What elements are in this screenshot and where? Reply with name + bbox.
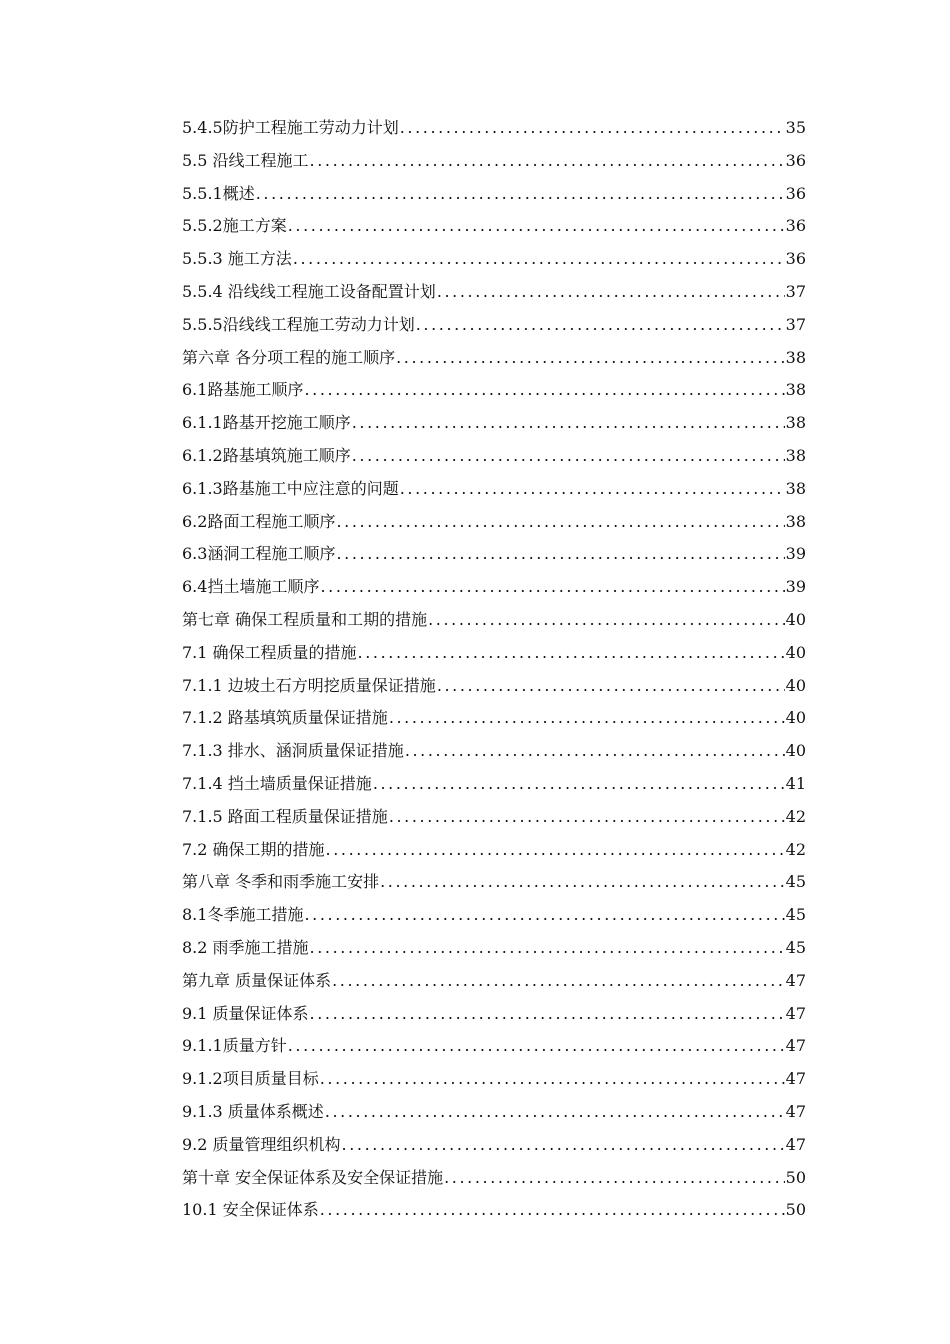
toc-entry-page-number: 47 <box>785 1036 806 1056</box>
toc-dot-leader <box>320 1063 785 1096</box>
toc-entry-page-number: 38 <box>785 347 806 367</box>
table-of-contents <box>182 112 806 1227</box>
toc-entry-title: 7.1 确保工程质量的措施 <box>182 642 357 662</box>
toc-entry-title: 5.4.5防护工程施工劳动力计划 <box>182 118 399 137</box>
toc-entry-page-number: 38 <box>785 511 806 531</box>
toc-entry[interactable] <box>182 440 806 473</box>
toc-dot-leader <box>352 407 785 440</box>
toc-entry-title: 8.1冬季施工措施 <box>182 905 304 925</box>
toc-entry-title: 6.3涵洞工程施工顺序 <box>182 544 336 564</box>
toc-entry[interactable] <box>182 112 806 145</box>
toc-entry-title: 9.2 质量管理组织机构 <box>182 1134 341 1154</box>
toc-entry[interactable] <box>182 834 806 867</box>
toc-entry-page-number: 47 <box>785 1003 806 1023</box>
toc-entry-title: 6.4挡土墙施工顺序 <box>182 577 320 597</box>
toc-dot-leader <box>326 834 785 867</box>
toc-entry[interactable] <box>182 374 806 407</box>
toc-entry-page-number: 50 <box>785 1200 806 1220</box>
toc-entry-title: 5.5.4 沿线线工程施工设备配置计划 <box>182 281 436 301</box>
toc-entry-title: 7.1.1 边坡土石方明挖质量保证措施 <box>182 675 436 695</box>
toc-entry-title: 5.5.3 施工方法 <box>182 249 292 269</box>
toc-dot-leader <box>288 1030 785 1063</box>
toc-dot-leader <box>310 998 785 1031</box>
toc-entry-page-number: 42 <box>785 839 806 859</box>
toc-entry[interactable] <box>182 506 806 539</box>
toc-dot-leader <box>293 243 785 276</box>
toc-entry-page-number: 38 <box>785 478 806 498</box>
toc-entry[interactable] <box>182 276 806 309</box>
toc-dot-leader <box>325 1096 785 1129</box>
toc-entry[interactable] <box>182 407 806 440</box>
toc-dot-leader <box>389 702 785 735</box>
toc-entry-page-number: 36 <box>785 183 806 203</box>
toc-entry[interactable] <box>182 866 806 899</box>
toc-dot-leader <box>336 538 784 571</box>
toc-entry[interactable] <box>182 1063 806 1096</box>
toc-entry-page-number: 40 <box>785 708 806 728</box>
toc-entry-page-number: 50 <box>785 1167 806 1187</box>
toc-entry[interactable] <box>182 965 806 998</box>
toc-dot-leader <box>310 145 785 178</box>
toc-entry-title: 6.1.1路基开挖施工顺序 <box>182 413 351 433</box>
toc-entry-page-number: 45 <box>785 872 806 892</box>
toc-entry-title: 第六章 各分项工程的施工顺序 <box>182 347 396 367</box>
toc-entry-title: 6.1.3路基施工中应注意的问题 <box>182 478 399 498</box>
toc-dot-leader <box>400 112 785 145</box>
toc-dot-leader <box>320 1194 785 1227</box>
toc-entry-page-number: 36 <box>785 249 806 269</box>
toc-entry[interactable] <box>182 571 806 604</box>
toc-entry-page-number: 41 <box>785 773 806 793</box>
toc-entry-page-number: 38 <box>785 380 806 400</box>
toc-entry[interactable] <box>182 145 806 178</box>
toc-entry[interactable] <box>182 210 806 243</box>
toc-entry[interactable] <box>182 604 806 637</box>
toc-entry-title: 7.1.3 排水、涵洞质量保证措施 <box>182 741 404 761</box>
toc-entry-page-number: 37 <box>785 314 806 334</box>
toc-entry-page-number: 36 <box>785 216 806 236</box>
toc-entry-page-number: 42 <box>785 806 806 826</box>
toc-entry[interactable] <box>182 1030 806 1063</box>
toc-dot-leader <box>304 899 784 932</box>
toc-entry-page-number: 47 <box>785 970 806 990</box>
toc-dot-leader <box>332 965 785 998</box>
toc-dot-leader <box>320 571 784 604</box>
toc-entry-page-number: 40 <box>785 741 806 761</box>
toc-entry-page-number: 35 <box>785 118 806 137</box>
toc-entry-title: 第十章 安全保证体系及安全保证措施 <box>182 1167 444 1187</box>
toc-entry-title: 6.1路基施工顺序 <box>182 380 304 400</box>
toc-entry-title: 5.5.5沿线线工程施工劳动力计划 <box>182 314 415 334</box>
toc-entry-title: 10.1 安全保证体系 <box>182 1200 319 1220</box>
toc-entry[interactable] <box>182 1194 806 1227</box>
toc-entry-page-number: 47 <box>785 1101 806 1121</box>
toc-entry[interactable] <box>182 735 806 768</box>
toc-dot-leader <box>437 276 785 309</box>
toc-entry-page-number: 45 <box>785 905 806 925</box>
toc-dot-leader <box>358 637 785 670</box>
toc-entry-title: 第八章 冬季和雨季施工安排 <box>182 872 380 892</box>
toc-entry-page-number: 47 <box>785 1069 806 1089</box>
toc-entry[interactable] <box>182 702 806 735</box>
toc-dot-leader <box>373 768 785 801</box>
toc-entry-title: 5.5.1概述 <box>182 183 255 203</box>
toc-entry-title: 9.1.1质量方针 <box>182 1036 287 1056</box>
toc-dot-leader <box>396 342 785 375</box>
toc-entry[interactable] <box>182 801 806 834</box>
toc-entry-title: 6.1.2路基填筑施工顺序 <box>182 445 351 465</box>
toc-entry-title: 9.1 质量保证体系 <box>182 1003 309 1023</box>
toc-entry[interactable] <box>182 342 806 375</box>
toc-entry[interactable] <box>182 1129 806 1162</box>
toc-entry[interactable] <box>182 998 806 1031</box>
toc-entry[interactable] <box>182 1096 806 1129</box>
toc-entry-page-number: 40 <box>785 642 806 662</box>
toc-entry[interactable] <box>182 1162 806 1195</box>
toc-entry-title: 5.5 沿线工程施工 <box>182 150 309 170</box>
toc-dot-leader <box>380 866 785 899</box>
toc-dot-leader <box>400 473 785 506</box>
toc-dot-leader <box>389 801 785 834</box>
toc-entry-page-number: 36 <box>785 150 806 170</box>
toc-dot-leader <box>336 506 784 539</box>
toc-dot-leader <box>310 932 785 965</box>
toc-dot-leader <box>288 210 785 243</box>
toc-entry-page-number: 38 <box>785 445 806 465</box>
toc-entry[interactable] <box>182 243 806 276</box>
toc-entry[interactable] <box>182 768 806 801</box>
toc-entry-title: 5.5.2施工方案 <box>182 216 287 236</box>
toc-entry-title: 9.1.3 质量体系概述 <box>182 1101 324 1121</box>
toc-entry-page-number: 37 <box>785 281 806 301</box>
toc-entry-page-number: 45 <box>785 937 806 957</box>
toc-entry-title: 第九章 质量保证体系 <box>182 970 332 990</box>
toc-entry-title: 8.2 雨季施工措施 <box>182 937 309 957</box>
toc-dot-leader <box>416 309 785 342</box>
toc-entry-title: 7.1.4 挡土墙质量保证措施 <box>182 773 372 793</box>
toc-entry[interactable] <box>182 637 806 670</box>
toc-dot-leader <box>405 735 785 768</box>
toc-entry-title: 7.1.2 路基填筑质量保证措施 <box>182 708 388 728</box>
toc-entry[interactable] <box>182 178 806 211</box>
toc-entry-page-number: 40 <box>785 609 806 629</box>
toc-entry-page-number: 39 <box>785 577 806 597</box>
toc-dot-leader <box>256 178 785 211</box>
toc-entry-title: 7.2 确保工期的措施 <box>182 839 325 859</box>
toc-entry-title: 第七章 确保工程质量和工期的措施 <box>182 609 428 629</box>
toc-entry[interactable] <box>182 538 806 571</box>
toc-entry-title: 7.1.5 路面工程质量保证措施 <box>182 806 388 826</box>
toc-entry-page-number: 47 <box>785 1134 806 1154</box>
toc-dot-leader <box>342 1129 785 1162</box>
toc-entry-title: 6.2路面工程施工顺序 <box>182 511 336 531</box>
toc-dot-leader <box>428 604 785 637</box>
toc-entry-title: 9.1.2项目质量目标 <box>182 1069 319 1089</box>
toc-dot-leader <box>444 1162 785 1195</box>
toc-entry[interactable] <box>182 670 806 703</box>
toc-entry-page-number: 40 <box>785 675 806 695</box>
toc-entry-page-number: 38 <box>785 413 806 433</box>
toc-entry[interactable] <box>182 473 806 506</box>
toc-entry-page-number: 39 <box>785 544 806 564</box>
toc-entry[interactable] <box>182 932 806 965</box>
toc-entry[interactable] <box>182 309 806 342</box>
toc-dot-leader <box>352 440 785 473</box>
toc-dot-leader <box>437 670 785 703</box>
toc-dot-leader <box>304 374 784 407</box>
toc-entry[interactable] <box>182 899 806 932</box>
